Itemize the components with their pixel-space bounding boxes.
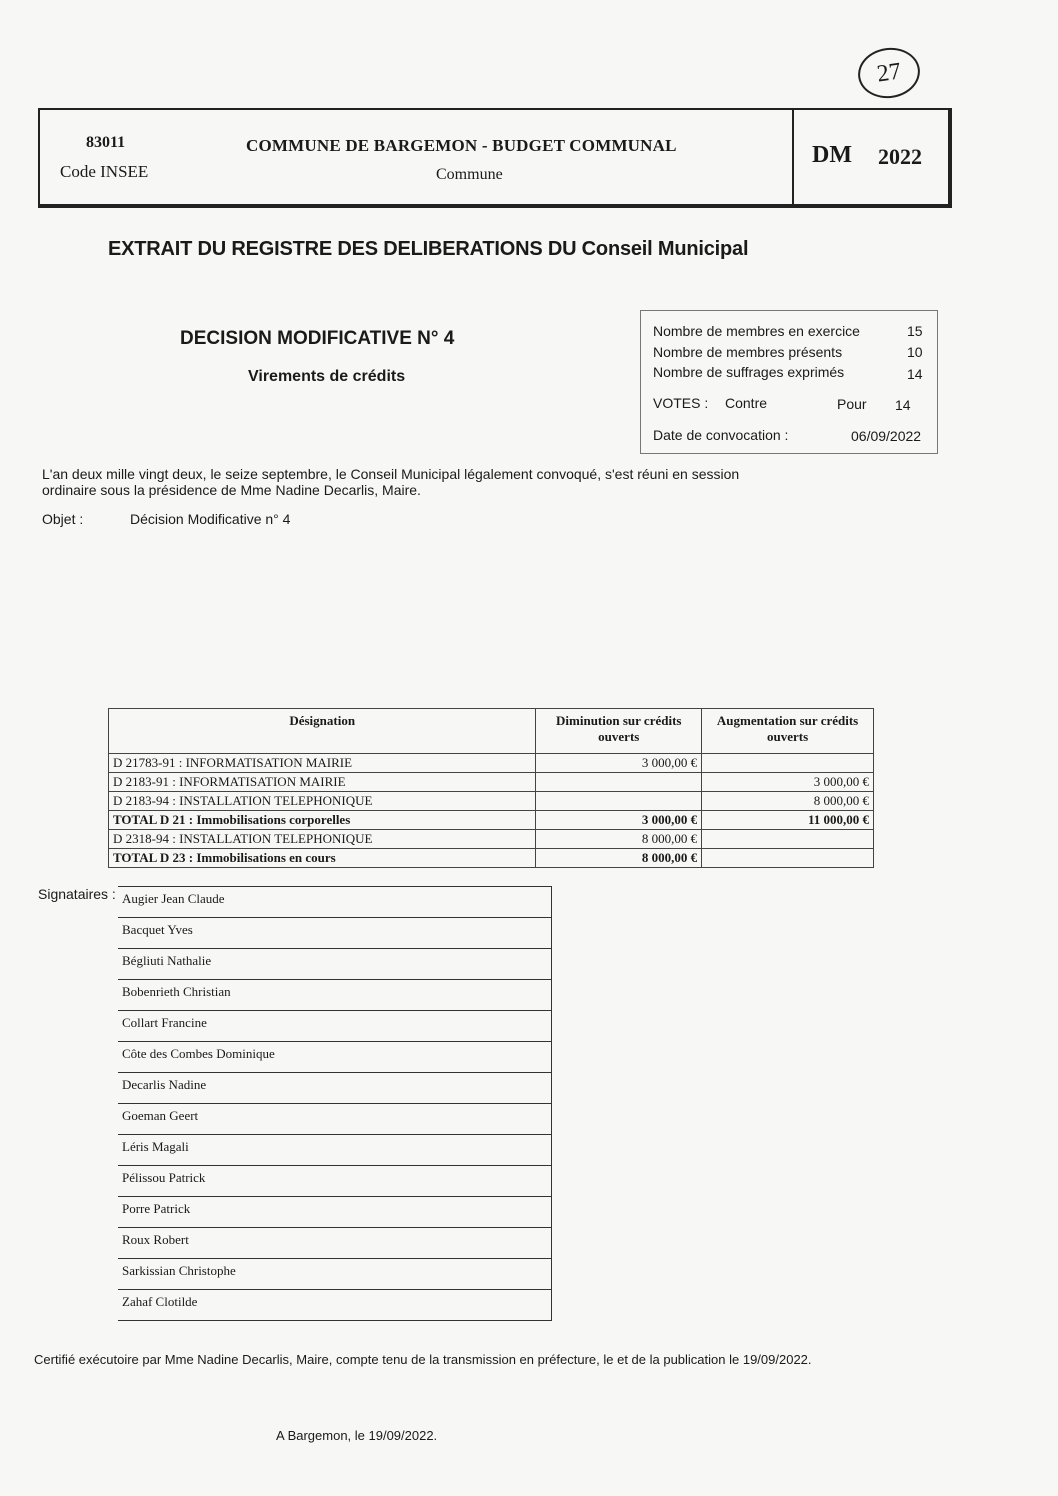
cell-designation: D 21783-91 : INFORMATISATION MAIRIE <box>109 754 536 773</box>
col-header-increase: Augmentation sur crédits ouverts <box>702 709 874 754</box>
votes-label: VOTES : <box>653 395 709 411</box>
signer-row <box>118 1197 552 1228</box>
signer-name: Augier Jean Claude <box>118 887 552 918</box>
signer-name: Côte des Combes Dominique <box>118 1042 552 1073</box>
page-title: EXTRAIT DU REGISTRE DES DELIBERATIONS DU Conseil Municipal <box>108 238 749 260</box>
table-row <box>109 773 874 792</box>
cell-increase <box>702 849 874 868</box>
dm-year: 2022 <box>878 144 922 169</box>
signer-name: Bacquet Yves <box>118 918 552 949</box>
table-row-total <box>109 811 874 830</box>
cell-decrease <box>536 773 702 792</box>
signer-name: Zahaf Clotilde <box>118 1290 552 1321</box>
cell-designation: TOTAL D 21 : Immobilisations corporelles <box>109 811 536 830</box>
signers-table <box>118 886 552 1321</box>
signer-row <box>118 949 552 980</box>
cell-designation: D 2183-91 : INFORMATISATION MAIRIE <box>109 773 536 792</box>
table-row <box>109 792 874 811</box>
signer-name: Roux Robert <box>118 1228 552 1259</box>
signer-row <box>118 980 552 1011</box>
col-header-decrease: Diminution sur crédits ouverts <box>536 709 702 754</box>
decision-title: DECISION MODIFICATIVE N° 4 <box>180 328 455 349</box>
insee-code: 83011 <box>86 134 126 151</box>
header-divider <box>792 110 794 204</box>
members-in-office-label: Nombre de membres en exercice <box>653 323 860 339</box>
cell-increase: 3 000,00 € <box>702 773 874 792</box>
decision-subtitle: Virements de crédits <box>248 368 406 385</box>
for-value: 14 <box>895 397 911 413</box>
signer-name: Goeman Geert <box>118 1104 552 1135</box>
cell-decrease: 8 000,00 € <box>536 830 702 849</box>
cell-decrease: 8 000,00 € <box>536 849 702 868</box>
cell-increase <box>702 754 874 773</box>
against-label: Contre <box>725 395 768 411</box>
cell-increase: 8 000,00 € <box>702 792 874 811</box>
commune-label: Commune <box>436 166 503 183</box>
signer-row <box>118 1259 552 1290</box>
commune-name: COMMUNE DE BARGEMON - BUDGET COMMUNAL <box>246 136 677 155</box>
signer-row <box>118 1042 552 1073</box>
convocation-date: 06/09/2022 <box>851 428 922 444</box>
signer-name: Porre Patrick <box>118 1197 552 1228</box>
signer-row <box>118 1166 552 1197</box>
signer-row <box>118 887 552 918</box>
signer-row <box>118 1228 552 1259</box>
signer-name: Sarkissian Christophe <box>118 1259 552 1290</box>
intro-text: L'an deux mille vingt deux, le seize septembre, le Conseil Municipal légalement convoqué, s'est réuni en session ordinaire sous la présidence de Mme Nadine Decarlis, Maire. <box>42 466 740 498</box>
votes-cast-value: 14 <box>907 366 923 382</box>
dm-label: DM <box>812 142 852 168</box>
table-row <box>109 830 874 849</box>
signer-name: Bobenrieth Christian <box>118 980 552 1011</box>
cell-increase <box>702 830 874 849</box>
signer-name: Pélissou Patrick <box>118 1166 552 1197</box>
object-value: Décision Modificative n° 4 <box>130 511 291 527</box>
votes-cast-label: Nombre de suffrages exprimés <box>653 364 845 380</box>
signer-row <box>118 1104 552 1135</box>
cell-designation: TOTAL D 23 : Immobilisations en cours <box>109 849 536 868</box>
signer-row <box>118 1135 552 1166</box>
cell-decrease: 3 000,00 € <box>536 754 702 773</box>
signer-row <box>118 918 552 949</box>
cell-designation: D 2183-94 : INSTALLATION TELEPHONIQUE <box>109 792 536 811</box>
for-label: Pour <box>837 396 867 412</box>
cell-increase: 11 000,00 € <box>702 811 874 830</box>
signer-name: Collart Francine <box>118 1011 552 1042</box>
convocation-label: Date de convocation : <box>653 427 789 443</box>
cell-decrease: 3 000,00 € <box>536 811 702 830</box>
credits-table-header <box>109 709 874 754</box>
page-number: 27 <box>855 44 923 102</box>
cell-decrease <box>536 792 702 811</box>
signer-row <box>118 1011 552 1042</box>
members-present-label: Nombre de membres présents <box>653 344 843 360</box>
signer-name: Bégliuti Nathalie <box>118 949 552 980</box>
credits-table <box>108 708 874 868</box>
insee-label: Code INSEE <box>60 162 149 181</box>
signer-name: Decarlis Nadine <box>118 1073 552 1104</box>
table-row <box>109 754 874 773</box>
col-header-designation: Désignation <box>109 709 536 754</box>
header-box <box>38 108 952 208</box>
certified-text: Certifié exécutoire par Mme Nadine Decarlis, Maire, compte tenu de la transmission en préfecture, le et de la publication le 19/09/2022. <box>34 1352 812 1367</box>
signers-label: Signataires : <box>38 886 116 902</box>
cell-designation: D 2318-94 : INSTALLATION TELEPHONIQUE <box>109 830 536 849</box>
members-in-office-value: 15 <box>907 323 923 339</box>
signer-row <box>118 1073 552 1104</box>
votes-box <box>640 310 938 454</box>
members-present-value: 10 <box>907 344 923 360</box>
signer-row <box>118 1290 552 1321</box>
place-date: A Bargemon, le 19/09/2022. <box>276 1428 438 1443</box>
signer-name: Léris Magali <box>118 1135 552 1166</box>
table-row-total <box>109 849 874 868</box>
object-label: Objet : <box>42 511 84 527</box>
